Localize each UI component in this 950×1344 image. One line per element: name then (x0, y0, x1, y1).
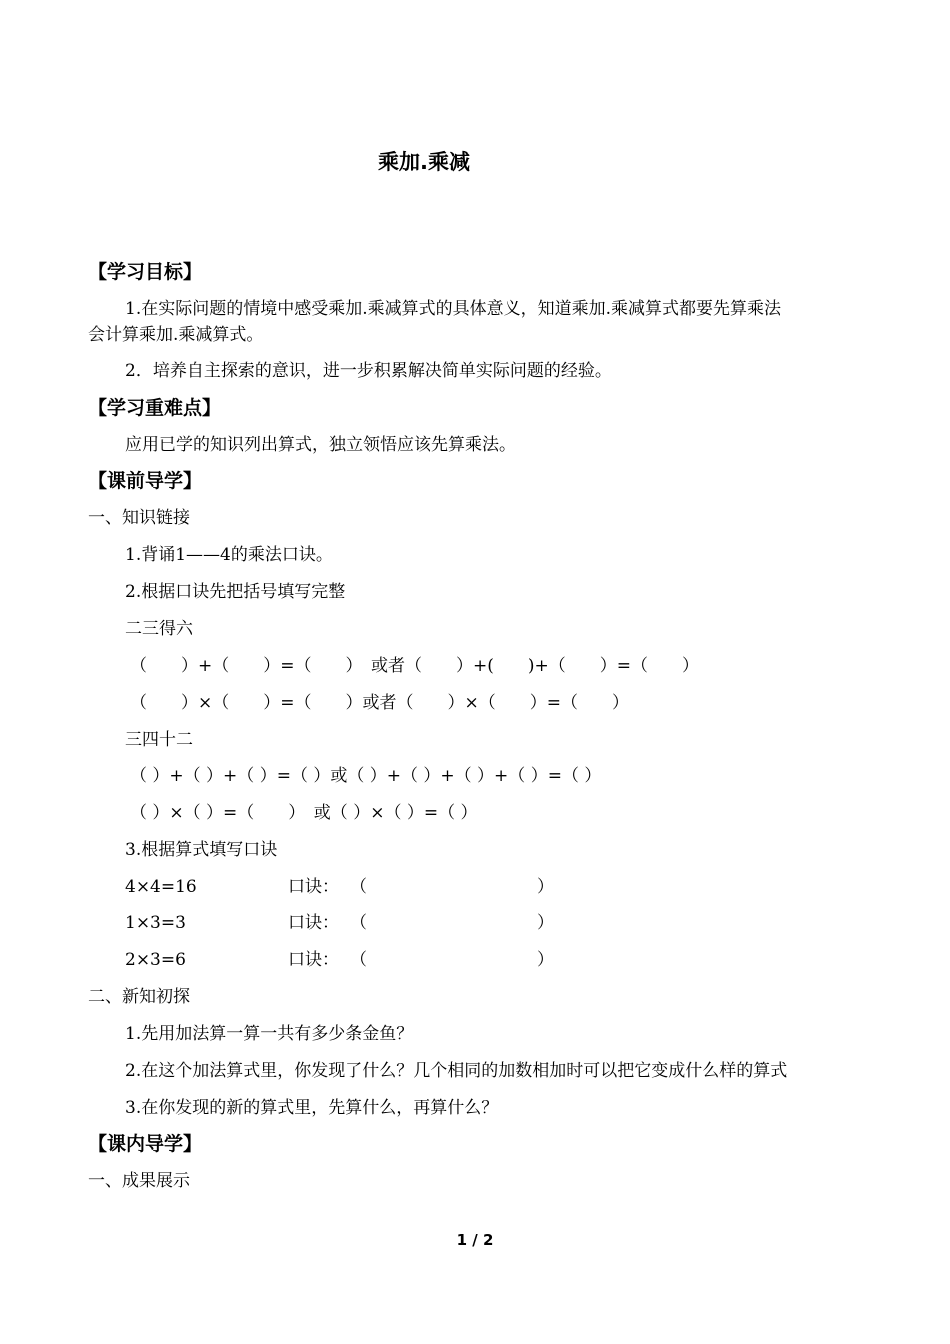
formula-expression: 2×3=6 (125, 950, 186, 970)
formula-rhyme-blank[interactable]: （ ） (350, 913, 554, 933)
formula-expression: 4×4=16 (125, 877, 197, 897)
formula-rhyme-label: 口诀： (288, 950, 339, 970)
part1-label: 一、知识链接 (88, 508, 190, 528)
rhyme-2-multiplication: （ ）×（ ）=（ ） 或（ ）×（ ）=（ ） (130, 803, 478, 823)
part2-q3: 3.在你发现的新的算式里，先算什么，再算什么？ (125, 1098, 499, 1118)
formula-rhyme-blank[interactable]: （ ） (350, 950, 554, 970)
part2-q2: 2.在这个加法算式里，你发现了什么？几个相同的加数相加时可以把它变成什么样的算式 (125, 1061, 788, 1081)
rhyme-2-addition: （ ）+（ ）+（ ）=（ ）或（ ）+（ ）+（ ）+（ ）=（ ） (130, 766, 602, 786)
document-title: 乘加.乘减 (378, 150, 470, 174)
rhyme-2: 三四十二 (125, 730, 193, 750)
part1-q3: 3.根据算式填写口诀 (125, 840, 278, 860)
objective-1-line-1: 1.在实际问题的情境中感受乘加.乘减算式的具体意义，知道乘加.乘减算式都要先算乘法 (125, 299, 782, 319)
in-class-part1-label: 一、成果展示 (88, 1171, 190, 1191)
heading-pre-class: 【课前导学】 (88, 470, 203, 492)
part2-q1: 1.先用加法算一算一共有多少条金鱼？ (125, 1024, 414, 1044)
formula-rhyme-blank[interactable]: （ ） (350, 877, 554, 897)
heading-objectives: 【学习目标】 (88, 261, 203, 283)
rhyme-1-addition: （ ）+（ ）=（ ） 或者（ ）+( )+（ ）=（ ） (130, 656, 699, 676)
page-number: 1 / 2 (456, 1231, 494, 1249)
part1-q1: 1.背诵1——4的乘法口诀。 (125, 545, 333, 565)
rhyme-1: 二三得六 (125, 619, 193, 639)
objective-2: 2．培养自主探索的意识，进一步积累解决简单实际问题的经验。 (125, 361, 612, 381)
key-points-text: 应用已学的知识列出算式，独立领悟应该先算乘法。 (125, 435, 516, 455)
heading-key-points: 【学习重难点】 (88, 397, 222, 419)
rhyme-1-multiplication: （ ）×（ ）=（ ）或者（ ）×（ ）=（ ） (130, 693, 629, 713)
part2-label: 二、新知初探 (88, 987, 190, 1007)
heading-in-class: 【课内导学】 (88, 1133, 203, 1155)
formula-expression: 1×3=3 (125, 913, 186, 933)
formula-rhyme-label: 口诀： (288, 877, 339, 897)
part1-q2: 2.根据口诀先把括号填写完整 (125, 582, 346, 602)
objective-1-line-2: 会计算乘加.乘减算式。 (88, 325, 264, 345)
formula-rhyme-label: 口诀： (288, 913, 339, 933)
